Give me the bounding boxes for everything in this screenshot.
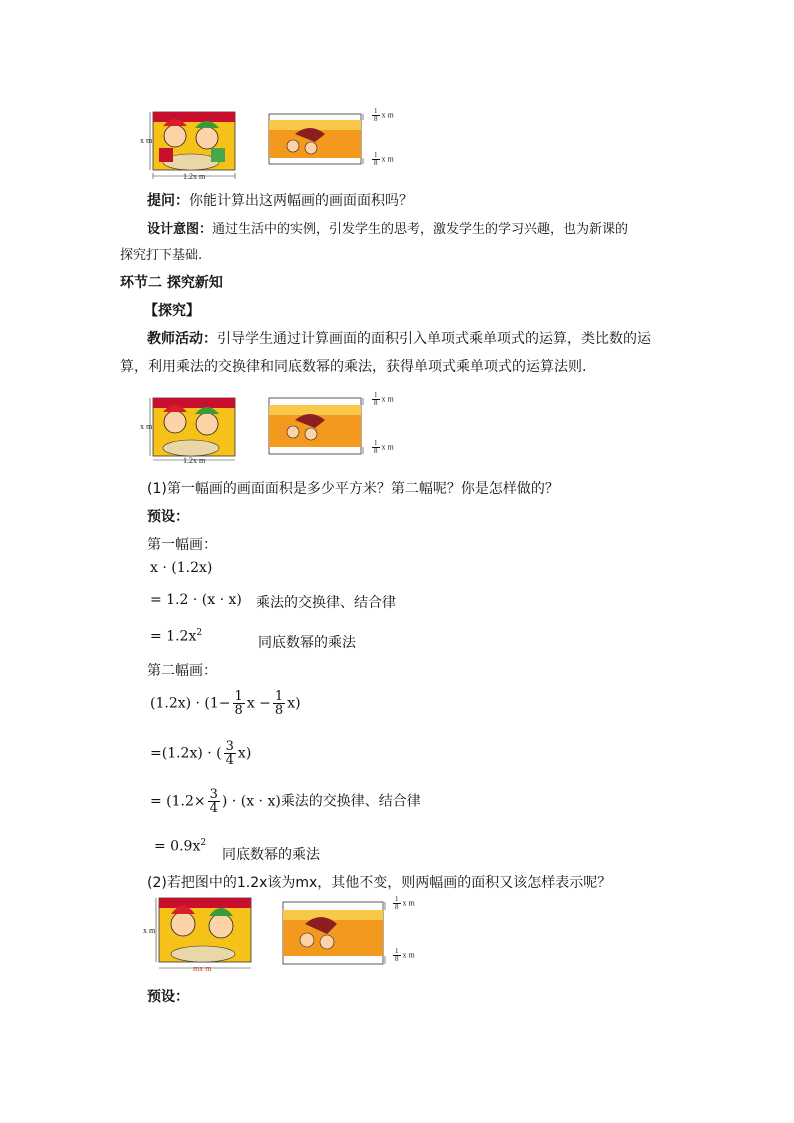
- eq2-line4: = $0.9x^2$: [154, 838, 207, 855]
- paintings-illustration: [145, 86, 405, 182]
- eq2-line1: (1.2x) · (1− $\frac{1}{8}$ x − $\frac{1}{8}$ x): [150, 689, 301, 718]
- question-text: 你能计算出这两幅画的画面面积吗？: [189, 193, 413, 209]
- design-intent-text: 通过生活中的实例，引发学生的思考，激发学生的学习兴趣，也为新课的: [212, 222, 629, 237]
- design-intent-cont: 探究打下基础.: [120, 248, 203, 263]
- eq2-line4-note: 同底数幂的乘法: [222, 847, 320, 863]
- teacher-activity-line2: 算，利用乘法的交换律和同底数幂的乘法，获得单项式乘单项式的运算法则.: [120, 359, 587, 375]
- bottom-strip-label: $\frac{1}{8}$ x m: [374, 151, 394, 167]
- bottom-strip-label-2: $\frac{1}{8}$ x m: [374, 439, 394, 455]
- eq2-line3: = (1.2× $\frac{3}{4}$ ) · (x · x)乘法的交换律、结合律: [150, 787, 421, 816]
- explore-tag: 【探究】: [144, 303, 200, 319]
- eq1-line2: = 1.2 · (x · x): [150, 592, 242, 608]
- design-intent-label: 设计意图：: [147, 222, 213, 237]
- teacher-activity-line1: 教师活动：引导学生通过计算画面的面积引入单项式乘单项式的运算，类比数的运: [147, 331, 651, 347]
- top-strip-label-3: $\frac{1}{8}$ x m: [395, 895, 415, 911]
- question-paragraph: [147, 190, 413, 210]
- height-label: x m: [140, 136, 153, 145]
- height-label-2: x m: [140, 422, 153, 431]
- width-label-2: 1.2x m: [183, 456, 206, 465]
- width-label-3: mx m: [193, 964, 212, 973]
- preset-label-2: 预设：: [147, 989, 189, 1005]
- design-intent-paragraph: [147, 218, 628, 237]
- paintings-illustration-3: [145, 892, 415, 974]
- second-painting-label: 第二幅画：: [147, 663, 217, 679]
- height-label-3: x m: [143, 926, 156, 935]
- eq1-line3: = $1.2x^2$: [150, 628, 203, 645]
- width-label: 1.2x m: [183, 172, 206, 181]
- question-2: (2)若把图中的1.2x该为mx，其他不变，则两幅画的面积又该怎样表示呢？: [147, 875, 612, 891]
- figure-paintings-2: [140, 380, 405, 476]
- preset-label-1: 预设：: [147, 509, 189, 525]
- top-strip-label-2: $\frac{1}{8}$ x m: [374, 391, 394, 407]
- eq1-line2-note: 乘法的交换律、结合律: [256, 595, 396, 611]
- eq2-line2: =(1.2x) · ( $\frac{3}{4}$ x): [150, 739, 252, 768]
- teacher-activity-label: 教师活动：: [147, 331, 217, 347]
- eq1-line1: x · (1.2x): [150, 560, 213, 576]
- question-1: (1)第一幅画的画面面积是多少平方米？第二幅呢？你是怎样做的？: [147, 481, 559, 497]
- top-strip-label: $\frac{1}{8}$ x m: [374, 107, 394, 123]
- figure-paintings-3: [145, 892, 415, 974]
- eq1-line3-note: 同底数幂的乘法: [258, 635, 356, 651]
- bottom-strip-label-3: $\frac{1}{8}$ x m: [395, 947, 415, 963]
- figure-paintings-1: [140, 86, 405, 182]
- question-label: 提问：: [147, 193, 189, 209]
- first-painting-label: 第一幅画：: [147, 537, 217, 553]
- section-title: 环节二 探究新知: [120, 275, 223, 291]
